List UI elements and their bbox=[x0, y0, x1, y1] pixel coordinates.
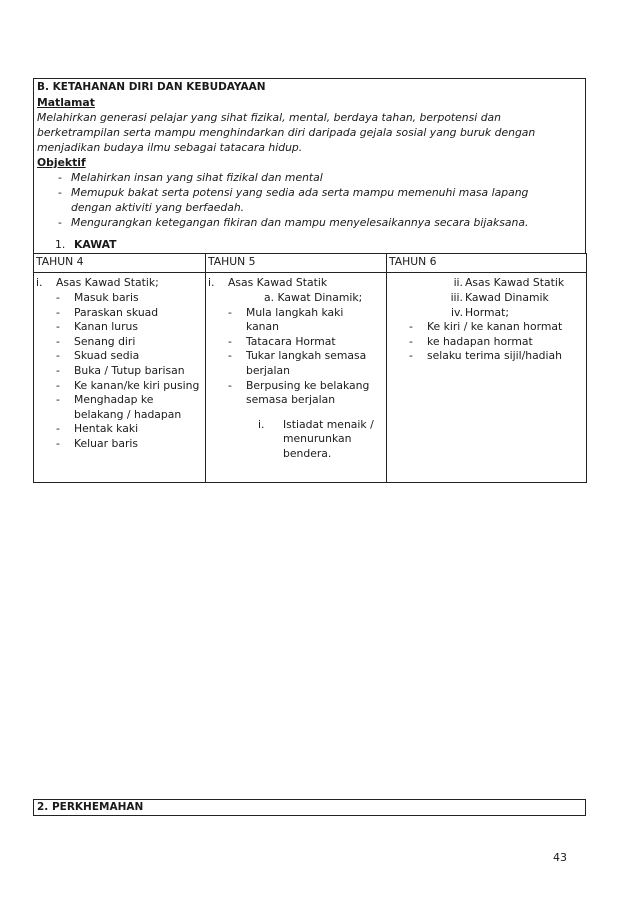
tahun-4-lead-num: i. bbox=[36, 276, 43, 289]
list-item: Tatacara Hormat bbox=[246, 334, 336, 348]
tahun-6-num: iii. bbox=[450, 291, 463, 304]
list-item: Menghadap ke bbox=[74, 393, 154, 407]
tahun-4-cell: i. Asas Kawad Statik; - Masuk baris - Paraskan skuad - Kanan lurus - Senang diri - Skuad sedia - Buka / Tutup barisan - Ke kanan/ke kiri pusing - Menghadap ke belakang / hadapan - Hentak kaki - Keluar baris bbox=[34, 273, 206, 483]
section-heading: B. KETAHANAN DIRI DAN KEBUDAYAAN bbox=[37, 81, 266, 93]
tahun-6-num: ii. bbox=[453, 276, 463, 289]
list-item: Masuk baris bbox=[74, 291, 139, 304]
objektif-item: - Mengurangkan ketegangan fikiran dan mampu menyelesaikannya secara bijaksana. bbox=[58, 216, 529, 229]
list-item-continued: berjalan bbox=[246, 363, 291, 377]
objektif-item-continued: dengan aktiviti yang berfaedah. bbox=[71, 201, 245, 214]
matlamat-label: Matlamat bbox=[37, 96, 95, 109]
matlamat-line: Melahirkan generasi pelajar yang sihat fizikal, mental, berdaya tahan, berpotensi dan bbox=[37, 111, 502, 124]
table-header-row bbox=[34, 254, 587, 273]
matlamat-line: berketrampilan serta mampu menghindarkan diri daripada gejala sosial yang buruk dengan bbox=[37, 126, 536, 139]
tahun-6-cell: ii. Asas Kawad Statik iii. Kawad Dinamik iv. Hormat; - Ke kiri / ke kanan hormat - ke hadapan hormat - selaku terima sijil/hadiah bbox=[387, 273, 587, 483]
list-item: Keluar baris bbox=[74, 436, 139, 450]
list-item: Kawad Dinamik bbox=[465, 291, 549, 304]
list-item: Senang diri bbox=[74, 334, 136, 348]
table-body-row bbox=[34, 273, 587, 483]
list-item: Skuad sedia bbox=[74, 349, 140, 363]
list-item: Buka / Tutup barisan bbox=[74, 363, 185, 377]
list-item: Asas Kawad Statik bbox=[465, 276, 565, 289]
objektif-label: Objektif bbox=[37, 156, 86, 169]
list-item: Mula langkah kaki bbox=[246, 305, 344, 319]
header-tahun-5: TAHUN 5 bbox=[206, 254, 387, 273]
list-item: Paraskan skuad bbox=[74, 305, 159, 319]
list-item-continued: belakang / hadapan bbox=[74, 407, 182, 421]
section-box bbox=[33, 78, 586, 254]
list-item: ke hadapan hormat bbox=[427, 334, 533, 348]
tahun-5-lead-num: i. bbox=[208, 276, 215, 289]
page-number: 43 bbox=[553, 851, 567, 864]
kawat-table bbox=[33, 253, 587, 483]
list-item-continued: menurunkan bbox=[283, 432, 352, 446]
header-tahun-4: TAHUN 4 bbox=[34, 254, 206, 273]
kawat-label: KAWAT bbox=[74, 238, 117, 251]
tahun-5-lead-text: Asas Kawad Statik bbox=[228, 276, 328, 289]
list-item: Ke kanan/ke kiri pusing bbox=[74, 378, 200, 392]
list-item: Ke kiri / ke kanan hormat bbox=[427, 320, 563, 334]
list-item: selaku terima sijil/hadiah bbox=[427, 349, 562, 363]
objektif-item: - Melahirkan insan yang sihat fizikal dan mental bbox=[58, 171, 323, 184]
list-item: Hormat; bbox=[465, 305, 509, 319]
matlamat-line: menjadikan budaya ilmu sebagai tatacara hidup. bbox=[37, 141, 303, 154]
next-section-heading: 2. PERKHEMAHAN bbox=[33, 799, 586, 816]
objektif-item: - Memupuk bakat serta potensi yang sedia ada serta mampu memenuhi masa lapang bbox=[58, 186, 529, 199]
tahun-5-sub: a. Kawat Dinamik; bbox=[264, 291, 363, 304]
list-item-continued: kanan bbox=[246, 320, 279, 334]
list-item: Tukar langkah semasa bbox=[246, 349, 367, 363]
kawat-number: 1. bbox=[55, 238, 66, 251]
tahun-6-num: iv. bbox=[451, 305, 463, 319]
tahun-4-lead-text: Asas Kawad Statik; bbox=[56, 276, 159, 289]
header-tahun-6: TAHUN 6 bbox=[387, 254, 587, 273]
kawat-heading bbox=[37, 237, 582, 252]
list-item: Kanan lurus bbox=[74, 320, 138, 334]
list-item: Istiadat menaik / bbox=[283, 417, 374, 431]
tahun-5-extra-num: i. bbox=[258, 417, 265, 431]
tahun-5-cell: i. Asas Kawad Statik a. Kawat Dinamik; - Mula langkah kaki kanan - Tatacara Hormat - Tukar langkah semasa berjalan - Berpusing ke belakang semasa berjalan i. Istiadat menaik / menurunkan bendera. bbox=[206, 273, 387, 483]
list-item-continued: semasa berjalan bbox=[246, 393, 336, 407]
list-item: Hentak kaki bbox=[74, 422, 139, 436]
list-item-continued: bendera. bbox=[283, 446, 332, 460]
list-item: Berpusing ke belakang bbox=[246, 378, 370, 392]
